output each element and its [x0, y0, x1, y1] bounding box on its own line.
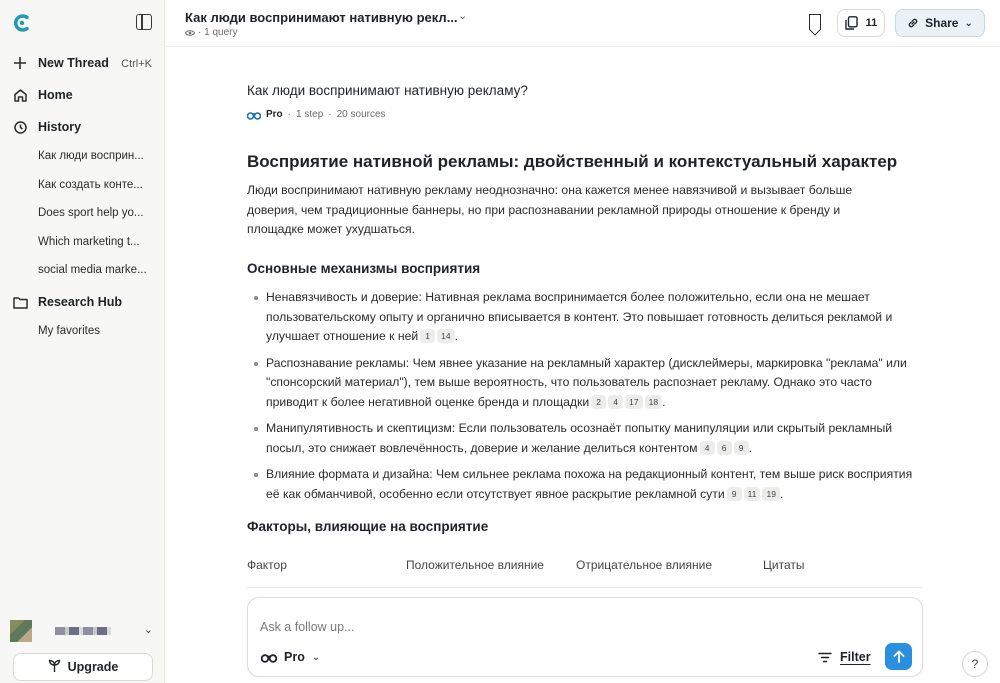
mechanisms-list — [247, 288, 919, 511]
section-heading: Факторы, влияющие на восприятие — [247, 519, 489, 534]
new-thread-shortcut: Ctrl+K — [121, 58, 152, 70]
history-item[interactable]: social media marke... — [38, 264, 147, 276]
history-icon — [10, 117, 30, 137]
binoculars-icon — [247, 110, 261, 120]
new-thread-button[interactable] — [10, 52, 109, 74]
arrow-up-icon — [893, 650, 905, 663]
mode-label: Pro — [266, 109, 283, 120]
pages-icon — [845, 16, 858, 30]
collapse-sidebar-icon[interactable] — [136, 14, 152, 30]
history-item[interactable]: Does sport help yo... — [38, 207, 144, 219]
history-item[interactable]: Как люди восприн... — [38, 150, 144, 162]
filter-label: Filter — [840, 650, 871, 664]
column-header: Положительное влияние — [406, 558, 544, 572]
citation-badge[interactable]: 18 — [645, 395, 662, 409]
answer-title: Восприятие нативной рекламы: двойственный и контекстуальный характер — [247, 152, 898, 171]
citation-badge[interactable]: 6 — [717, 441, 732, 455]
column-header: Фактор — [247, 558, 287, 572]
sidebar-item-label: Home — [38, 88, 73, 102]
column-header: Отрицательное влияние — [576, 558, 712, 572]
citation-badge[interactable]: 4 — [700, 441, 715, 455]
citation-badge[interactable]: 9 — [727, 487, 742, 501]
sources-count[interactable]: 20 sources — [336, 109, 386, 120]
history-item[interactable]: Which marketing t... — [38, 236, 140, 248]
upgrade-button[interactable] — [13, 653, 153, 681]
eye-icon — [185, 29, 195, 37]
sidebar — [0, 0, 165, 683]
citation-badge[interactable]: 9 — [734, 441, 749, 455]
submit-button[interactable] — [885, 643, 912, 670]
sidebar-item-research-hub[interactable] — [10, 291, 122, 313]
mode-label: Pro — [284, 650, 305, 664]
chevron-down-icon: ⌄ — [964, 17, 973, 29]
steps-count[interactable]: 1 step — [296, 109, 324, 120]
thread-title[interactable]: Как люди воспринимают нативную рекл... — [185, 10, 458, 25]
follow-up-box — [247, 597, 923, 677]
pages-count: 11 — [865, 17, 878, 29]
bookmark-icon[interactable] — [809, 14, 821, 30]
new-thread-label: New Thread — [38, 56, 109, 70]
user-query: Как люди воспринимают нативную рекламу? — [247, 83, 528, 98]
column-header: Цитаты — [763, 558, 805, 572]
factors-table-header — [247, 558, 923, 588]
filter-button[interactable] — [818, 650, 871, 664]
history-item[interactable]: Как создать конте... — [38, 179, 143, 191]
citation-badge[interactable]: 1 — [420, 329, 435, 343]
sidebar-item-label: History — [38, 120, 82, 134]
chevron-down-icon: ⌄ — [311, 651, 321, 663]
answer-meta: Pro · 1 step · 20 sources — [247, 109, 386, 120]
folder-icon — [10, 292, 30, 312]
plus-icon — [10, 53, 30, 73]
thread-header — [166, 0, 1000, 47]
link-icon — [907, 17, 919, 29]
user-menu[interactable] — [10, 620, 155, 642]
citation-badge[interactable]: 14 — [437, 329, 454, 343]
sidebar-item-label: Research Hub — [38, 295, 123, 309]
upgrade-icon — [48, 659, 61, 676]
section-heading: Основные механизмы восприятия — [247, 261, 481, 276]
citation-badge[interactable]: 17 — [625, 395, 642, 409]
list-item: Влияние формата и дизайна: Чем сильнее реклама похожа на редакционный контент, тем выше риск восприятия её как обманчивой, особенно если отсутствует явное раскрытие рекламной сути 9 11 19 . — [247, 465, 919, 504]
follow-up-input[interactable] — [260, 620, 780, 634]
thread-subtitle — [185, 27, 237, 38]
upgrade-label: Upgrade — [67, 660, 119, 674]
sidebar-item-history[interactable] — [10, 116, 81, 138]
user-name-redacted — [55, 627, 111, 635]
sidebar-item-home[interactable] — [10, 84, 73, 106]
app-logo[interactable] — [12, 13, 32, 33]
answer-intro: Люди воспринимают нативную рекламу неоднозначно: она кажется менее навязчивой и вызывает больше доверия, чем традиционные баннеры, но при распознавании рекламной природы отношение к бренду и площадке может ухудшаться. — [247, 183, 853, 236]
list-item: Ненавязчивость и доверие: Нативная реклама воспринимается более положительно, если она не мешает пользовательскому опыту и органично вписывается в контент. Это повышает готовность делиться рекламой и улучшает отношение к ней 1 14 . — [247, 288, 919, 347]
filter-icon — [818, 652, 832, 663]
home-icon — [10, 85, 30, 105]
chevron-down-icon: ⌄ — [143, 624, 153, 636]
list-item: Манипулятивность и скептицизм: Если пользователь осознаёт попытку манипуляции или скрытый рекламный посыл, это снижает вовлечённость, доверие и желание делиться контентом 4 6 9 . — [247, 419, 919, 458]
favorites-item[interactable]: My favorites — [38, 325, 100, 337]
binoculars-icon — [261, 652, 277, 663]
citation-badge[interactable]: 4 — [608, 395, 623, 409]
list-item: Распознавание рекламы: Чем явнее указание на рекламный характер (дисклеймеры, маркировка "реклама" или "спонсорский материал"), тем выше вероятность, что пользователь распознает рекламу. Однако это часто приводит к более негативной оценке бренда и площадки 2 4 17 18 . — [247, 354, 919, 413]
avatar — [10, 620, 32, 642]
share-button[interactable] — [895, 9, 985, 37]
share-label: Share — [925, 16, 959, 30]
mode-selector[interactable] — [261, 650, 320, 664]
pages-button[interactable] — [837, 9, 885, 37]
citation-badge[interactable]: 19 — [762, 487, 779, 501]
help-button[interactable]: ? — [962, 651, 988, 677]
query-count: · 1 query — [198, 27, 238, 38]
chevron-down-icon[interactable]: ⌄ — [458, 10, 468, 22]
citation-badge[interactable]: 11 — [744, 487, 761, 501]
citation-badge[interactable]: 2 — [591, 395, 606, 409]
